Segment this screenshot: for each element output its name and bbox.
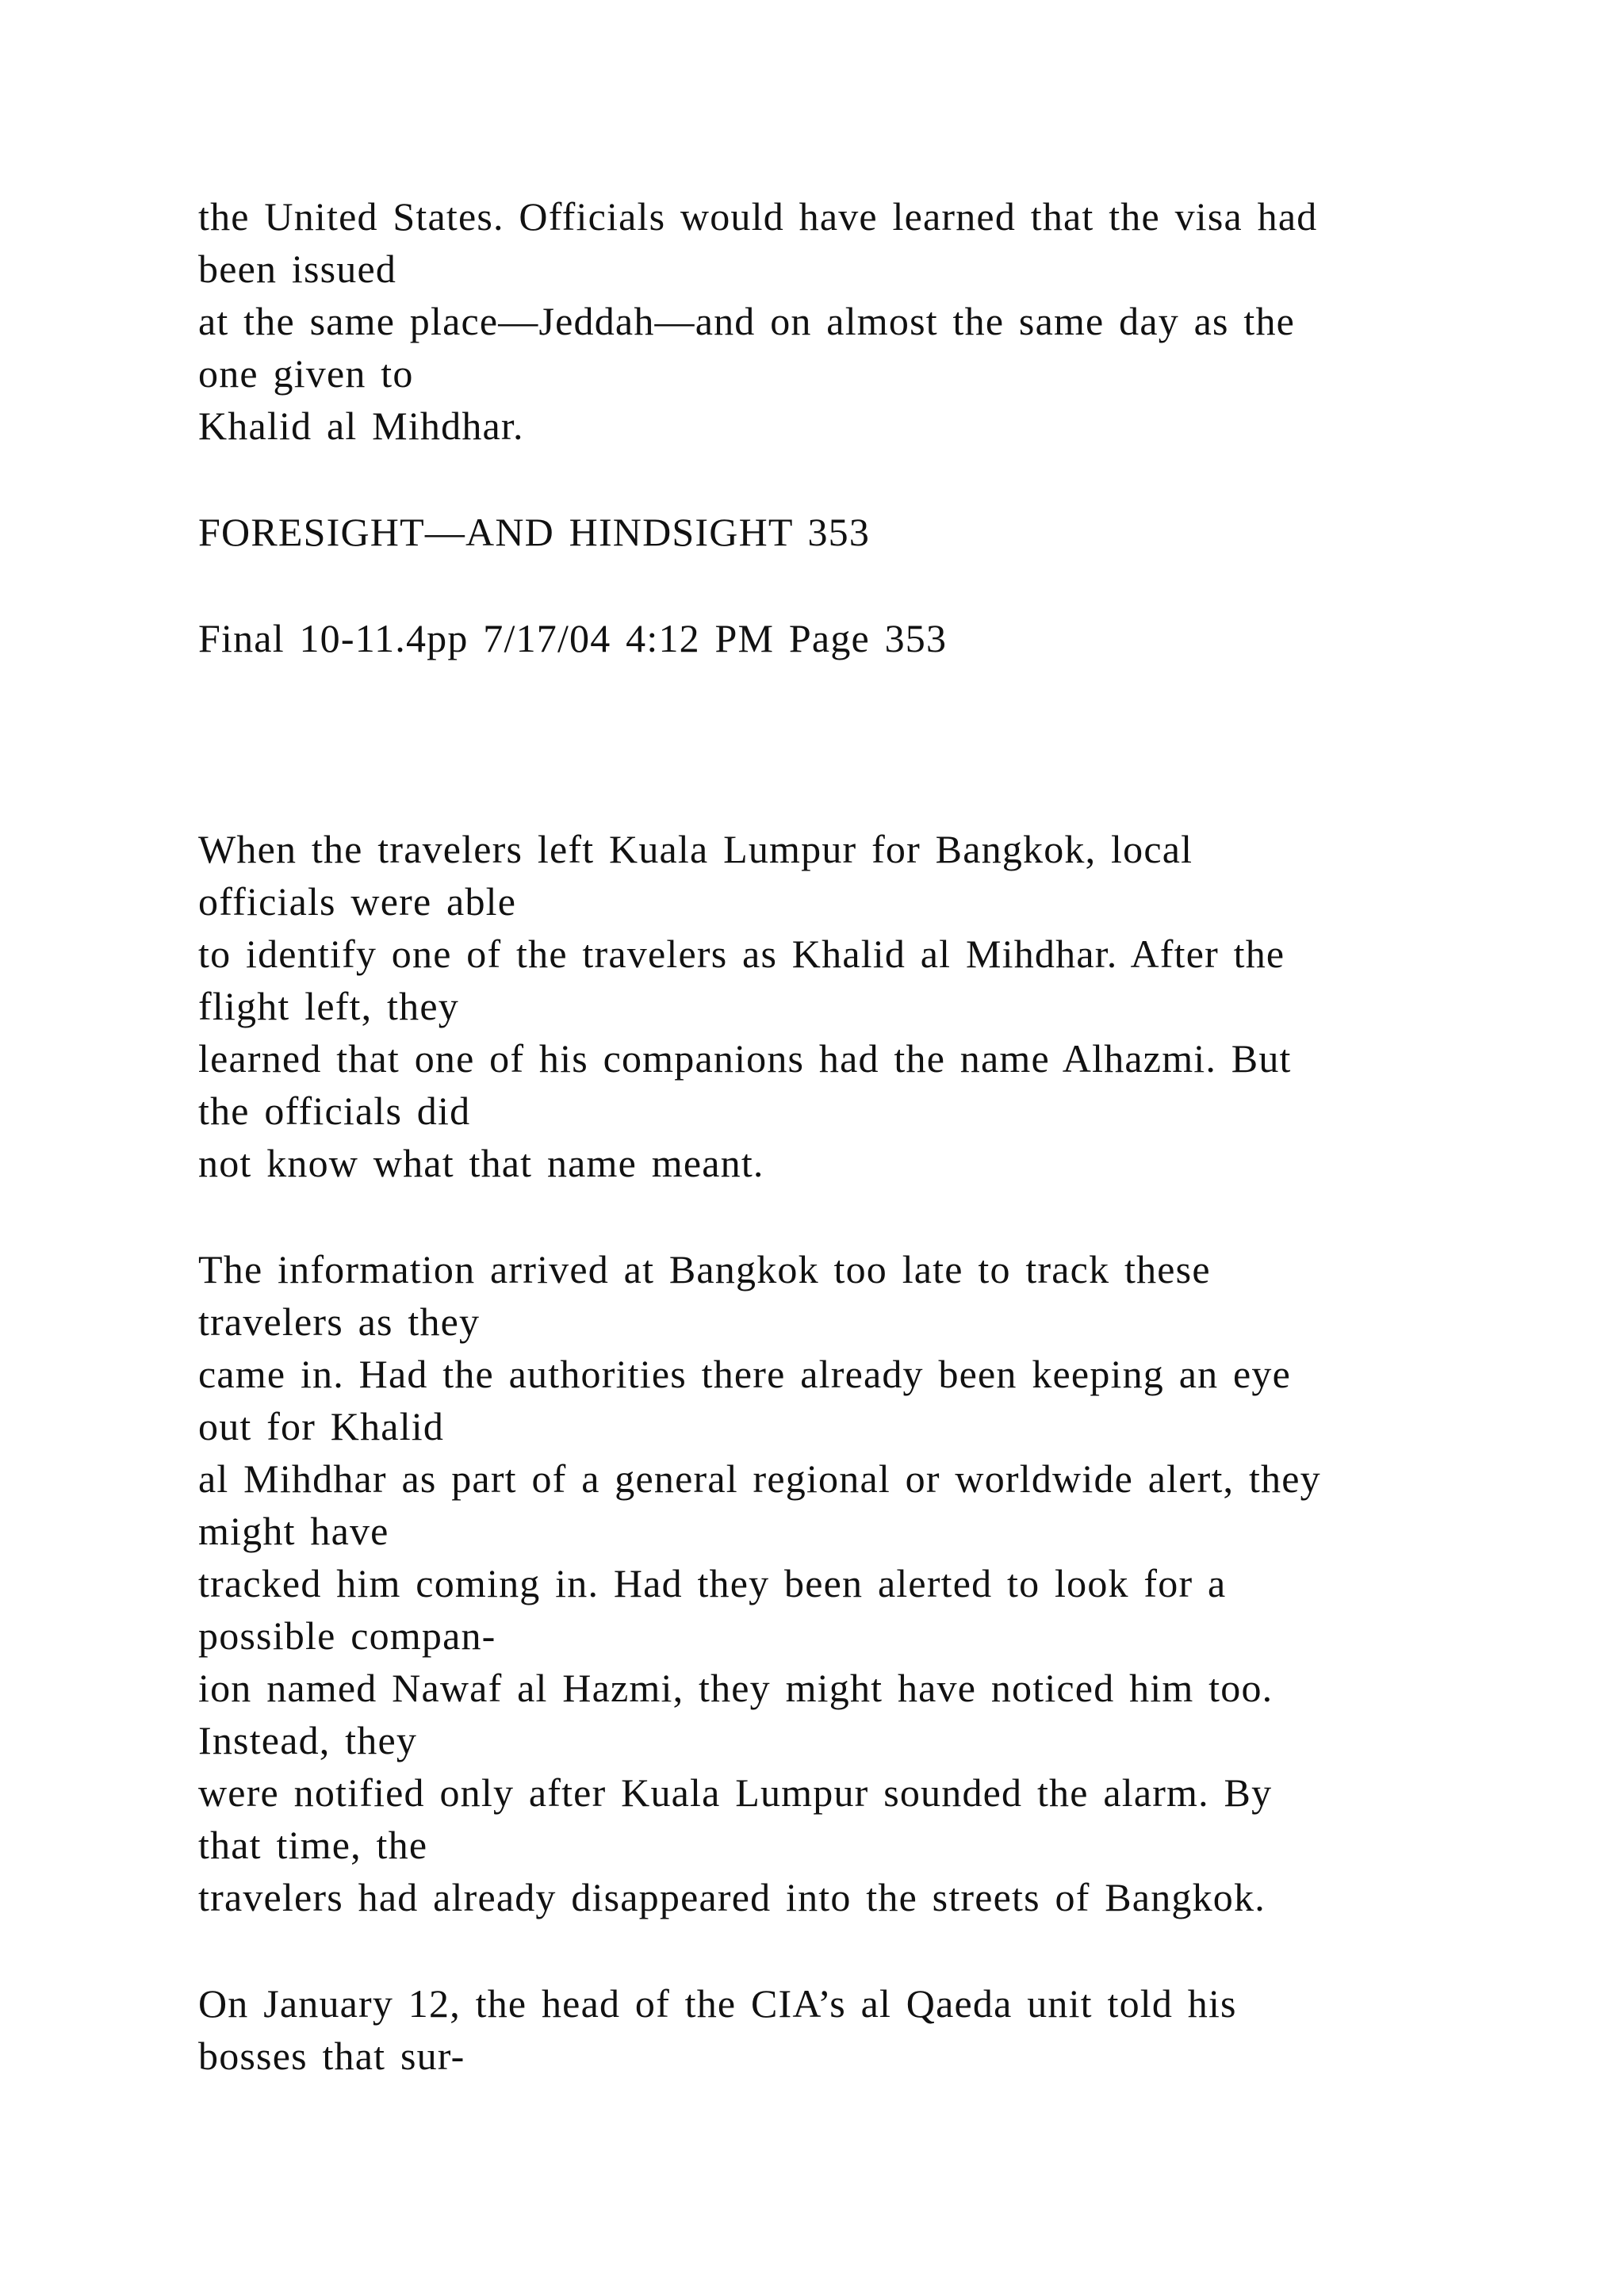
- text-line: the officials did: [198, 1089, 471, 1133]
- text-line: came in. Had the authorities there already been keeping an eye: [198, 1352, 1291, 1396]
- paragraph-cia: [198, 1977, 1451, 2082]
- text-line: officials were able: [198, 879, 517, 924]
- document-page: [198, 190, 1451, 2082]
- text-line: travelers as they: [198, 1299, 481, 1344]
- text-line: On January 12, the head of the CIA’s al Qaeda unit told his: [198, 1981, 1237, 2026]
- text-line: to identify one of the travelers as Khalid al Mihdhar. After the: [198, 932, 1285, 976]
- paragraph-kuala-lumpur: [198, 823, 1451, 1189]
- text-line: al Mihdhar as part of a general regional or worldwide alert, they: [198, 1456, 1321, 1501]
- text-line: possible compan-: [198, 1613, 496, 1658]
- text-line: tracked him coming in. Had they been alerted to look for a: [198, 1561, 1227, 1605]
- print-slug: Final 10-11.4pp 7/17/04 4:12 PM Page 353: [198, 616, 948, 660]
- running-head: FORESIGHT—AND HINDSIGHT 353: [198, 510, 871, 554]
- text-line: Instead, they: [198, 1718, 418, 1762]
- text-line: not know what that name meant.: [198, 1141, 764, 1185]
- text-line: out for Khalid: [198, 1404, 445, 1448]
- text-line: might have: [198, 1509, 389, 1553]
- text-line: at the same place—Jeddah—and on almost the same day as the: [198, 299, 1296, 343]
- paragraph-visa: [198, 190, 1451, 452]
- text-line: Khalid al Mihdhar.: [198, 404, 524, 448]
- text-line: travelers had already disappeared into the streets of Bangkok.: [198, 1875, 1266, 1919]
- text-line: the United States. Officials would have learned that the visa had: [198, 194, 1318, 239]
- text-line: were notified only after Kuala Lumpur sounded the alarm. By: [198, 1770, 1273, 1815]
- paragraph-bangkok: [198, 1243, 1451, 1923]
- text-line: ion named Nawaf al Hazmi, they might have noticed him too.: [198, 1666, 1274, 1710]
- text-line: one given to: [198, 351, 414, 396]
- text-line: flight left, they: [198, 984, 459, 1028]
- text-line: The information arrived at Bangkok too late to track these: [198, 1247, 1211, 1292]
- text-line: been issued: [198, 247, 397, 291]
- text-line: learned that one of his companions had the name Alhazmi. But: [198, 1036, 1292, 1081]
- text-line: that time, the: [198, 1823, 428, 1867]
- text-line: bosses that sur-: [198, 2034, 465, 2078]
- text-line: When the travelers left Kuala Lumpur for Bangkok, local: [198, 827, 1193, 871]
